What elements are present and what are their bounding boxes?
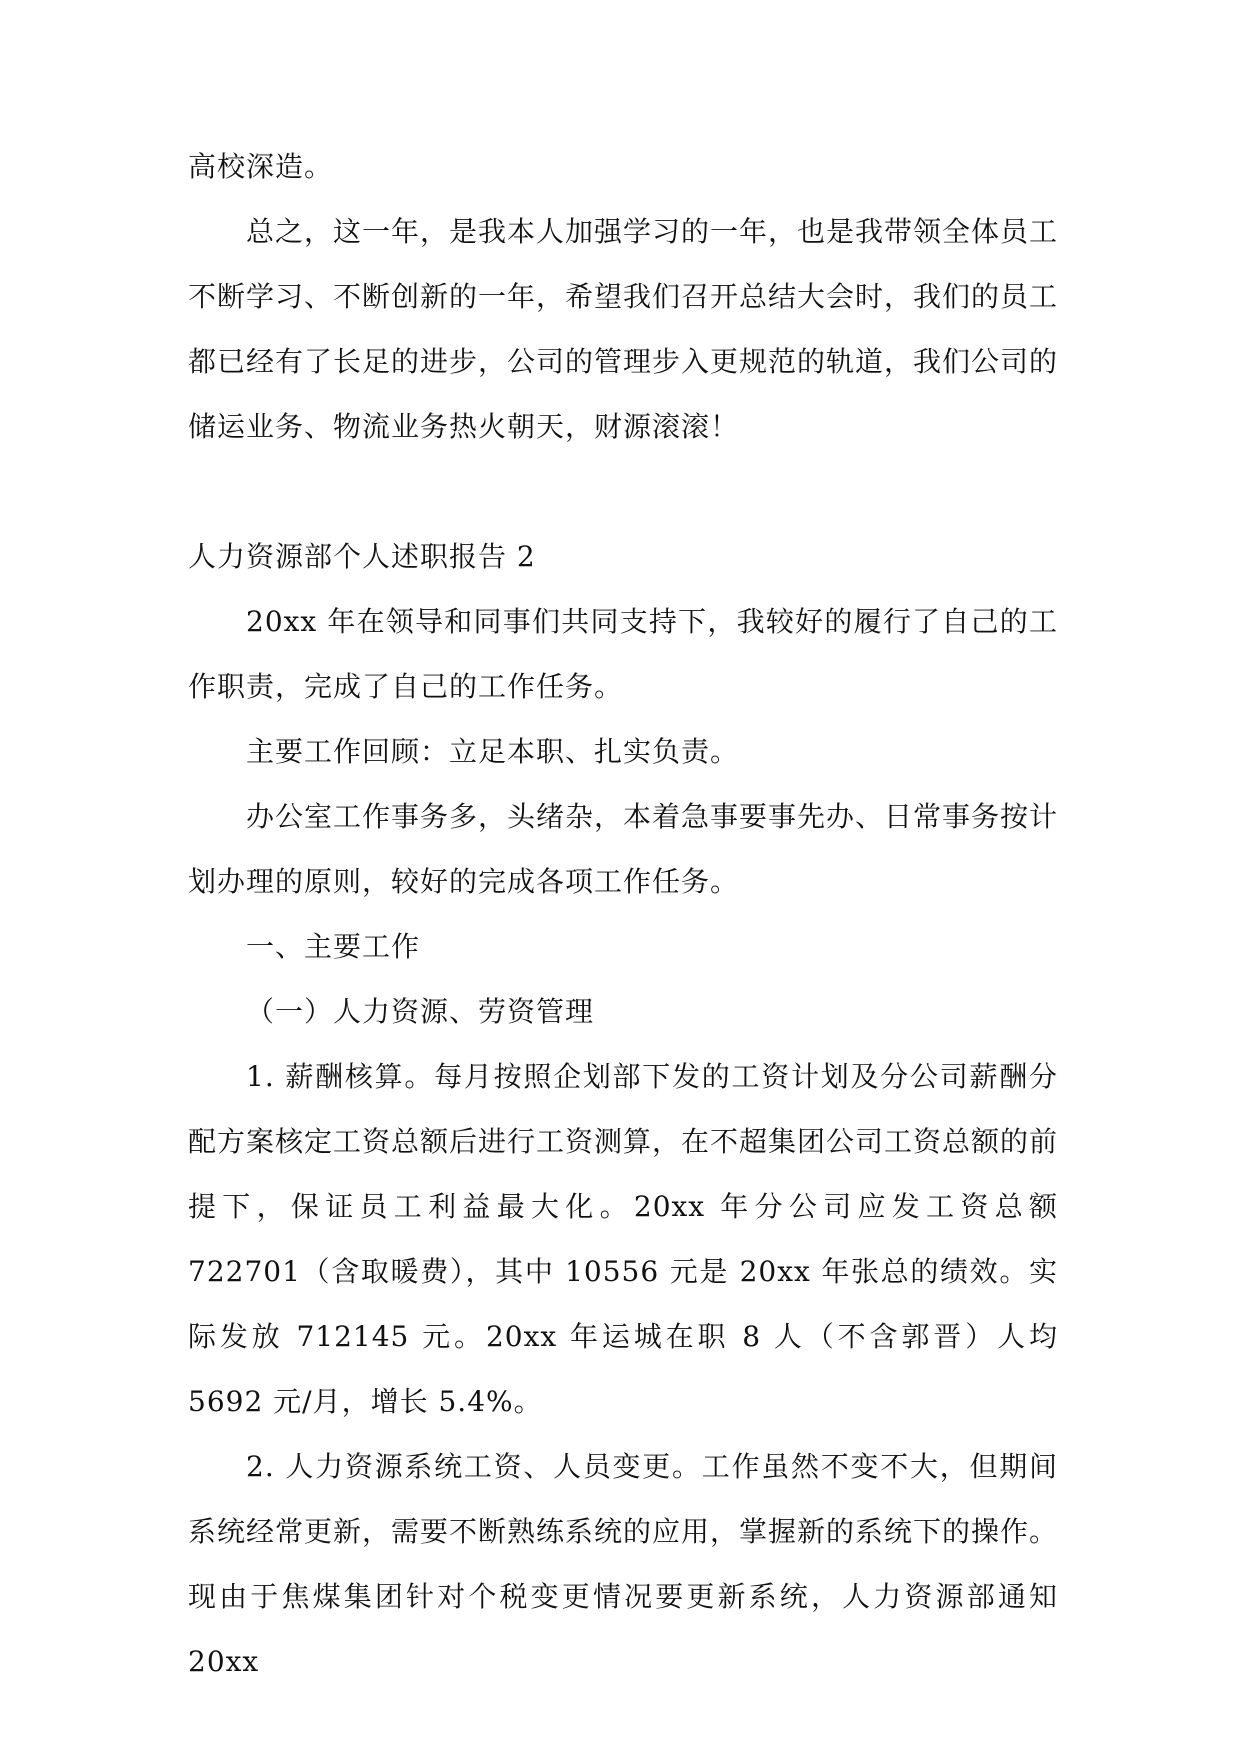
section-spacer [188, 459, 1058, 524]
section-heading-main-work: 一、主要工作 [246, 930, 421, 963]
paragraph-salary-accounting: 1. 薪酬核算。每月按照企划部下发的工资计划及分公司薪酬分配方案核定工资总额后进行工资测算，在不超集团公司工资总额的前提下，保证员工利益最大化。20xx 年分公司应发工资总额 722701（含取暖费），其中 10556 元是 20xx 年张总的绩效。实际发放 712145 元。20xx 年运城在职 8 人（不含郭晋）人均 5692 元/月，增长 5.4%。 [188, 1060, 1059, 1418]
paragraph-hr-system: 2. 人力资源系统工资、人员变更。工作虽然不变不大，但期间系统经常更新，需要不断熟练系统的应用，掌握新的系统下的操作。现由于焦煤集团针对个税变更情况要更新系统，人力资源部通知 20xx [188, 1450, 1059, 1678]
paragraph-intro: 20xx 年在领导和同事们共同支持下，我较好的履行了自己的工作职责，完成了自己的工作任务。 [188, 605, 1058, 703]
subsection-heading-hr: （一）人力资源、劳资管理 [246, 995, 595, 1028]
report-title: 人力资源部个人述职报告 2 [188, 540, 536, 573]
paragraph-continuation: 高校深造。 [188, 150, 334, 183]
document-body [188, 134, 1058, 1694]
paragraph-office-work: 办公室工作事务多，头绪杂，本着急事要事先办、日常事务按计划办理的原则，较好的完成各项工作任务。 [188, 800, 1059, 898]
paragraph-review: 主要工作回顾：立足本职、扎实负责。 [246, 735, 740, 768]
paragraph-summary: 总之，这一年，是我本人加强学习的一年，也是我带领全体员工不断学习、不断创新的一年，希望我们召开总结大会时，我们的员工都已经有了长足的进步，公司的管理步入更规范的轨道，我们公司的储运业务、物流业务热火朝天，财源滚滚！ [188, 215, 1059, 443]
